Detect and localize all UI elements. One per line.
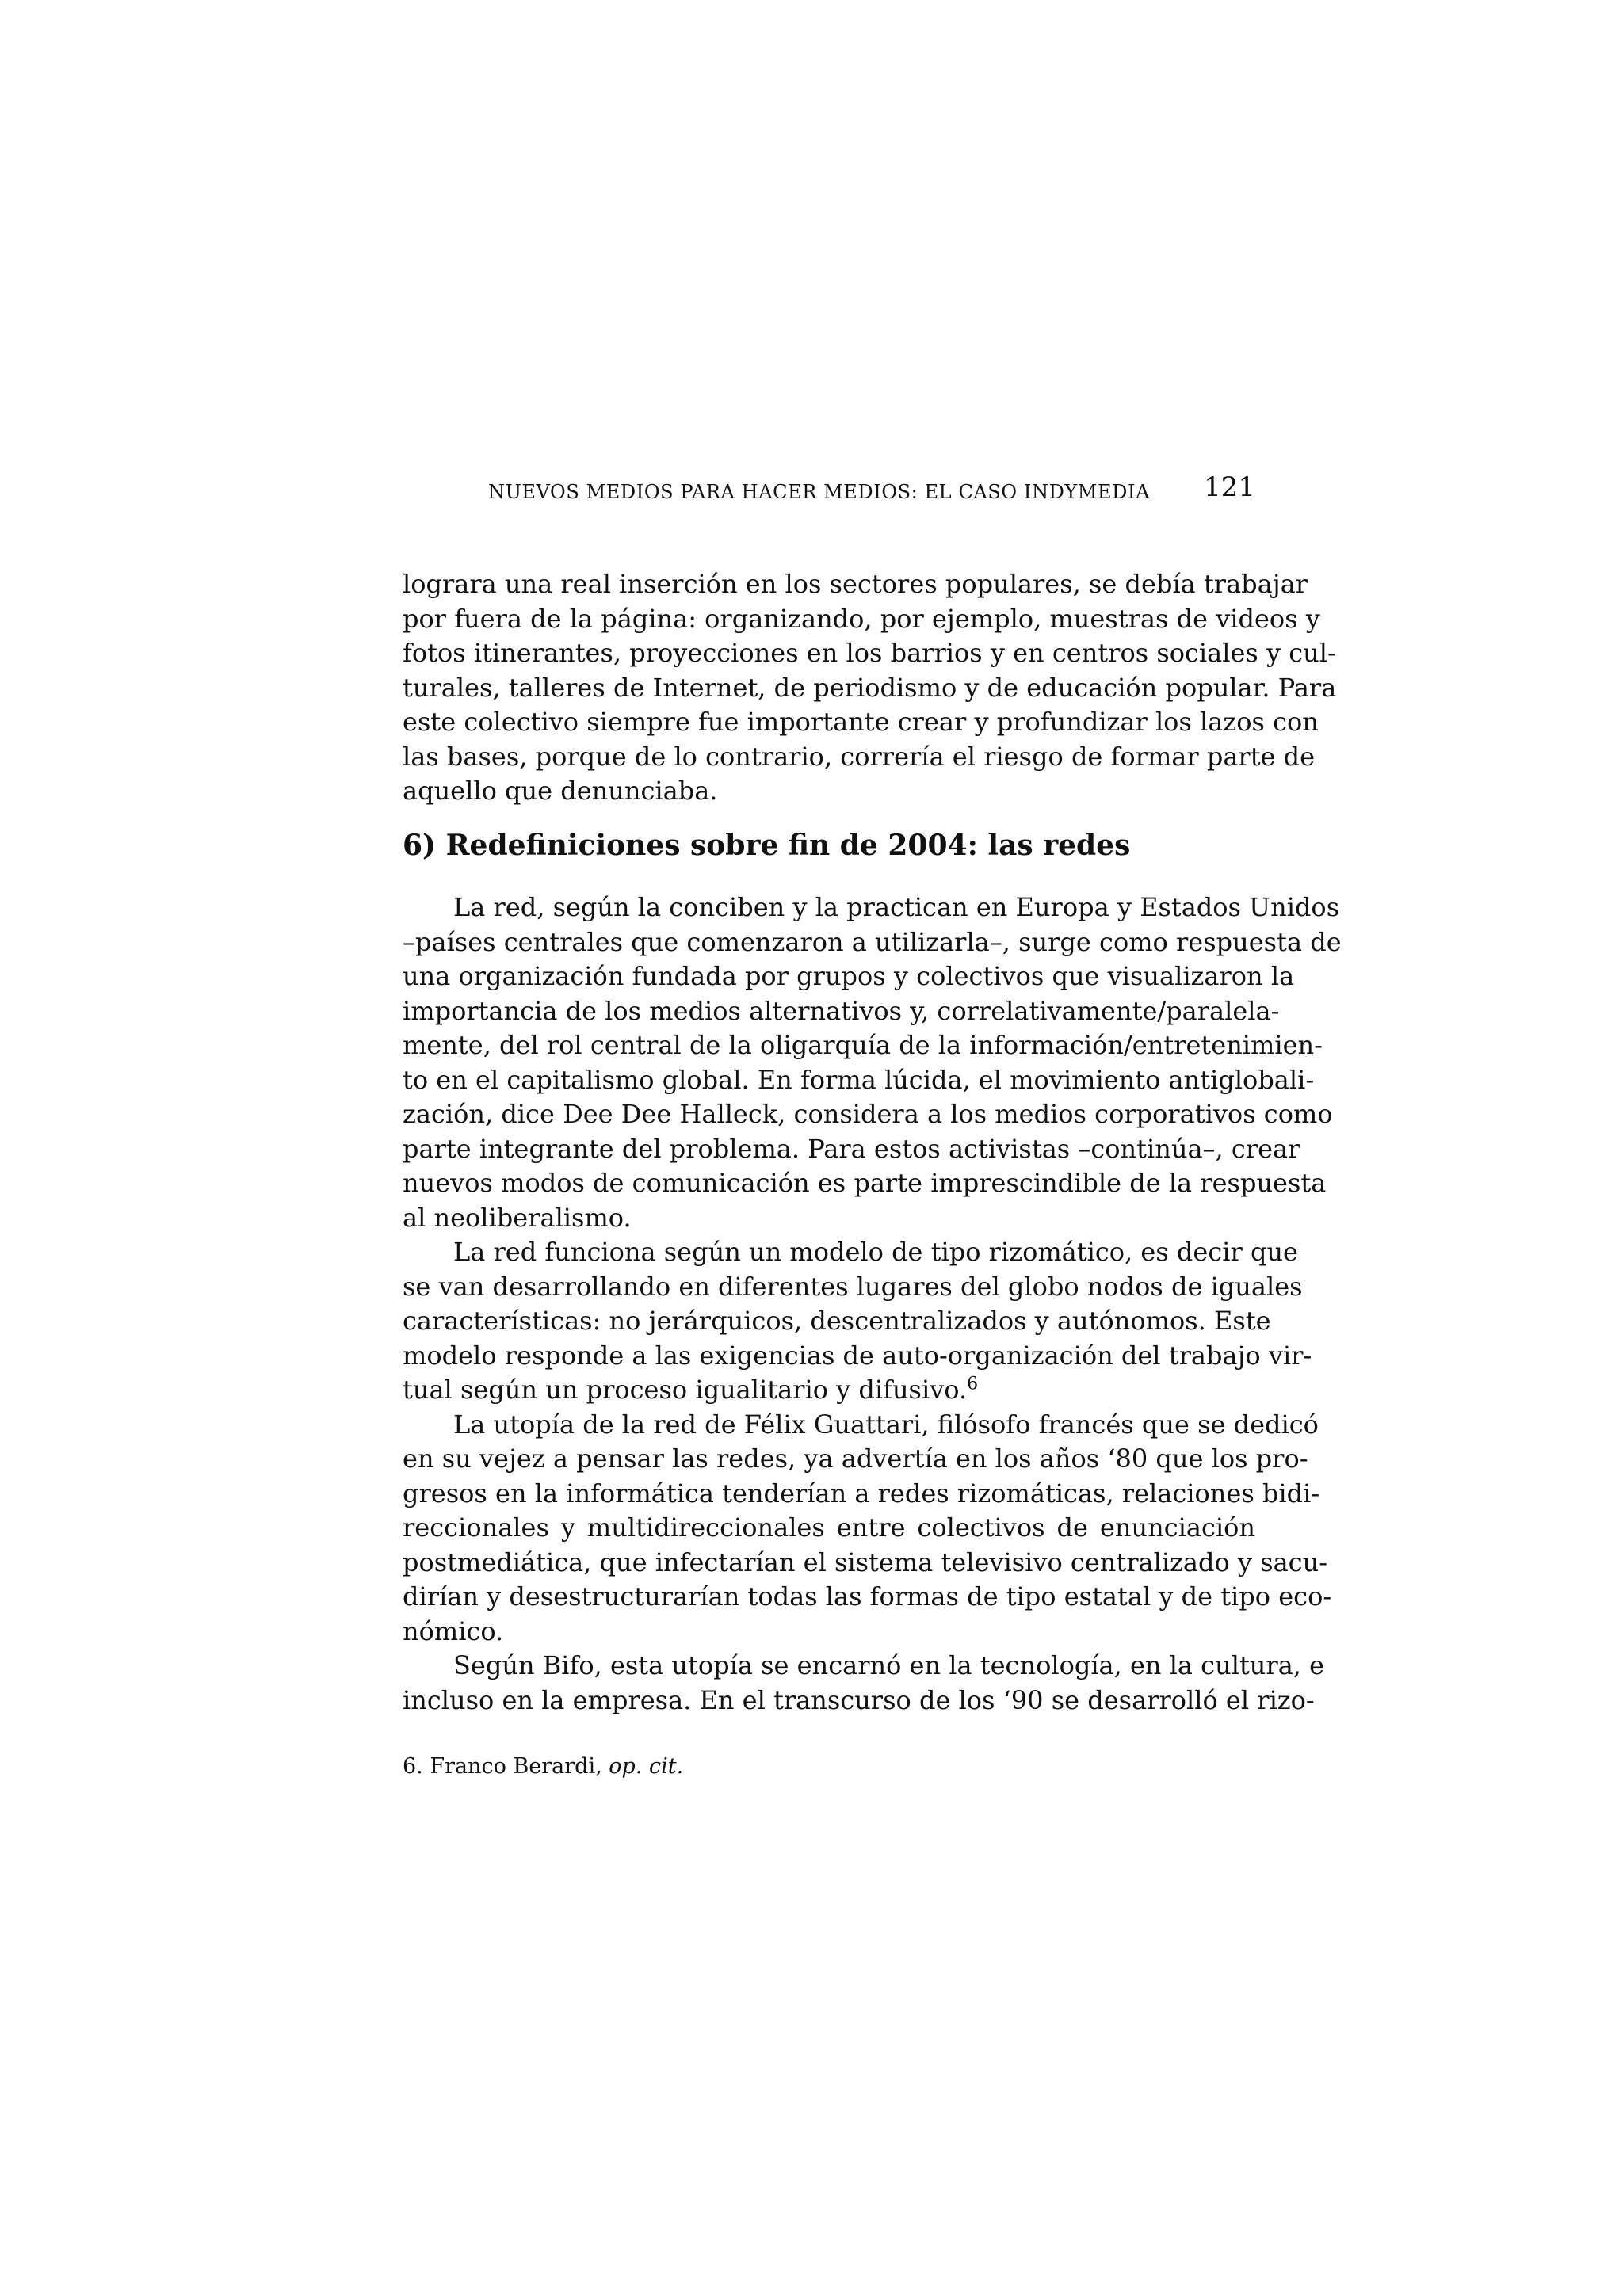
footnote-citation: op. cit. — [609, 1754, 684, 1779]
paragraph-continued — [403, 567, 1337, 809]
text-line: modelo responde a las exigencias de auto-organización del trabajo vir- — [403, 1340, 1312, 1371]
text-line: importancia de los medios alternativos y, correlativamente/paralela- — [403, 995, 1280, 1026]
text-line: incluso en la empresa. En el transcurso de los ‘90 se desarrolló el rizo- — [403, 1684, 1315, 1715]
text-line: las bases, porque de lo contrario, correría el riesgo de formar parte de — [403, 741, 1316, 772]
text-line: parte integrante del problema. Para estos activistas –continúa–, crear — [403, 1133, 1300, 1164]
text-line: Según Bifo, esta utopía se encarnó en la tecnología, en la cultura, e — [453, 1650, 1325, 1680]
text-line: características: no jerárquicos, descentralizados y autónomos. Este — [403, 1306, 1271, 1336]
text-line: al neoliberalismo. — [403, 1202, 632, 1233]
text-line: La red, según la conciben y la practican en Europa y Estados Unidos — [453, 892, 1340, 922]
footnote — [403, 1754, 683, 1779]
text-line: fotos itinerantes, proyecciones en los barrios y en centros sociales y cul- — [403, 638, 1336, 668]
page-number: 121 — [1204, 471, 1255, 503]
text-line: zación, dice Dee Dee Halleck, considera a los medios corporativos como — [403, 1099, 1333, 1129]
text-line: La red funciona según un modelo de tipo rizomático, es decir que — [453, 1237, 1298, 1267]
section-heading: 6) Redefiniciones sobre fin de 2004: las redes — [403, 829, 1131, 862]
text-line: turales, talleres de Internet, de periodismo y de educación popular. Para — [403, 672, 1337, 703]
text-line: nuevos modos de comunicación es parte imprescindible de la respuesta — [403, 1168, 1327, 1198]
text-line: to en el capitalismo global. En forma lúcida, el movimiento antiglobali- — [403, 1064, 1315, 1095]
footnote-number: 6. — [403, 1754, 423, 1779]
text-line: se van desarrollando en diferentes lugares del globo nodos de iguales — [403, 1271, 1303, 1302]
running-title: NUEVOS MEDIOS PARA HACER MEDIOS: EL CASO INDYMEDIA — [488, 481, 1151, 503]
text-line: por fuera de la página: organizando, por ejemplo, muestras de videos y — [403, 603, 1320, 634]
text-line: postmediática, que infectarían el sistema televisivo centralizado y sacu- — [403, 1547, 1328, 1577]
text-line-with-footnote — [403, 1373, 1255, 1408]
text-line: dirían y desestructurarían todas las formas de tipo estatal y de tipo eco- — [403, 1581, 1332, 1611]
text-line: lograra una real inserción en los sectores populares, se debía trabajar — [403, 569, 1308, 599]
text-line: –países centrales que comenzaron a utilizarla–, surge como respuesta de — [403, 926, 1342, 957]
text-line: gresos en la informática tenderían a redes rizomáticas, relaciones bidi- — [403, 1478, 1320, 1508]
text-line: una organización fundada por grupos y colectivos que visualizaron la — [403, 961, 1295, 991]
text-line: mente, del rol central de la oligarquía de la información/entretenimien- — [403, 1030, 1323, 1060]
running-head — [403, 471, 1255, 511]
text-line: aquello que denunciaba. — [403, 776, 718, 806]
text-line: La utopía de la red de Félix Guattari, filósofo francés que se dedicó — [453, 1409, 1319, 1440]
text-line: este colectivo siempre fue importante crear y profundizar los lazos con — [403, 707, 1319, 737]
section-body — [403, 891, 1342, 1718]
footnote-author: Franco Berardi, — [430, 1754, 602, 1779]
text-line: reccionales y multidireccionales entre colectivos de enunciación — [403, 1512, 1255, 1543]
footnote-reference[interactable]: 6 — [967, 1374, 979, 1394]
text-line: en su vejez a pensar las redes, ya advertía en los años ‘80 que los pro- — [403, 1444, 1308, 1474]
text-line: nómico. — [403, 1615, 504, 1646]
text-line-text: tual según un proceso igualitario y difusivo. — [403, 1375, 968, 1405]
